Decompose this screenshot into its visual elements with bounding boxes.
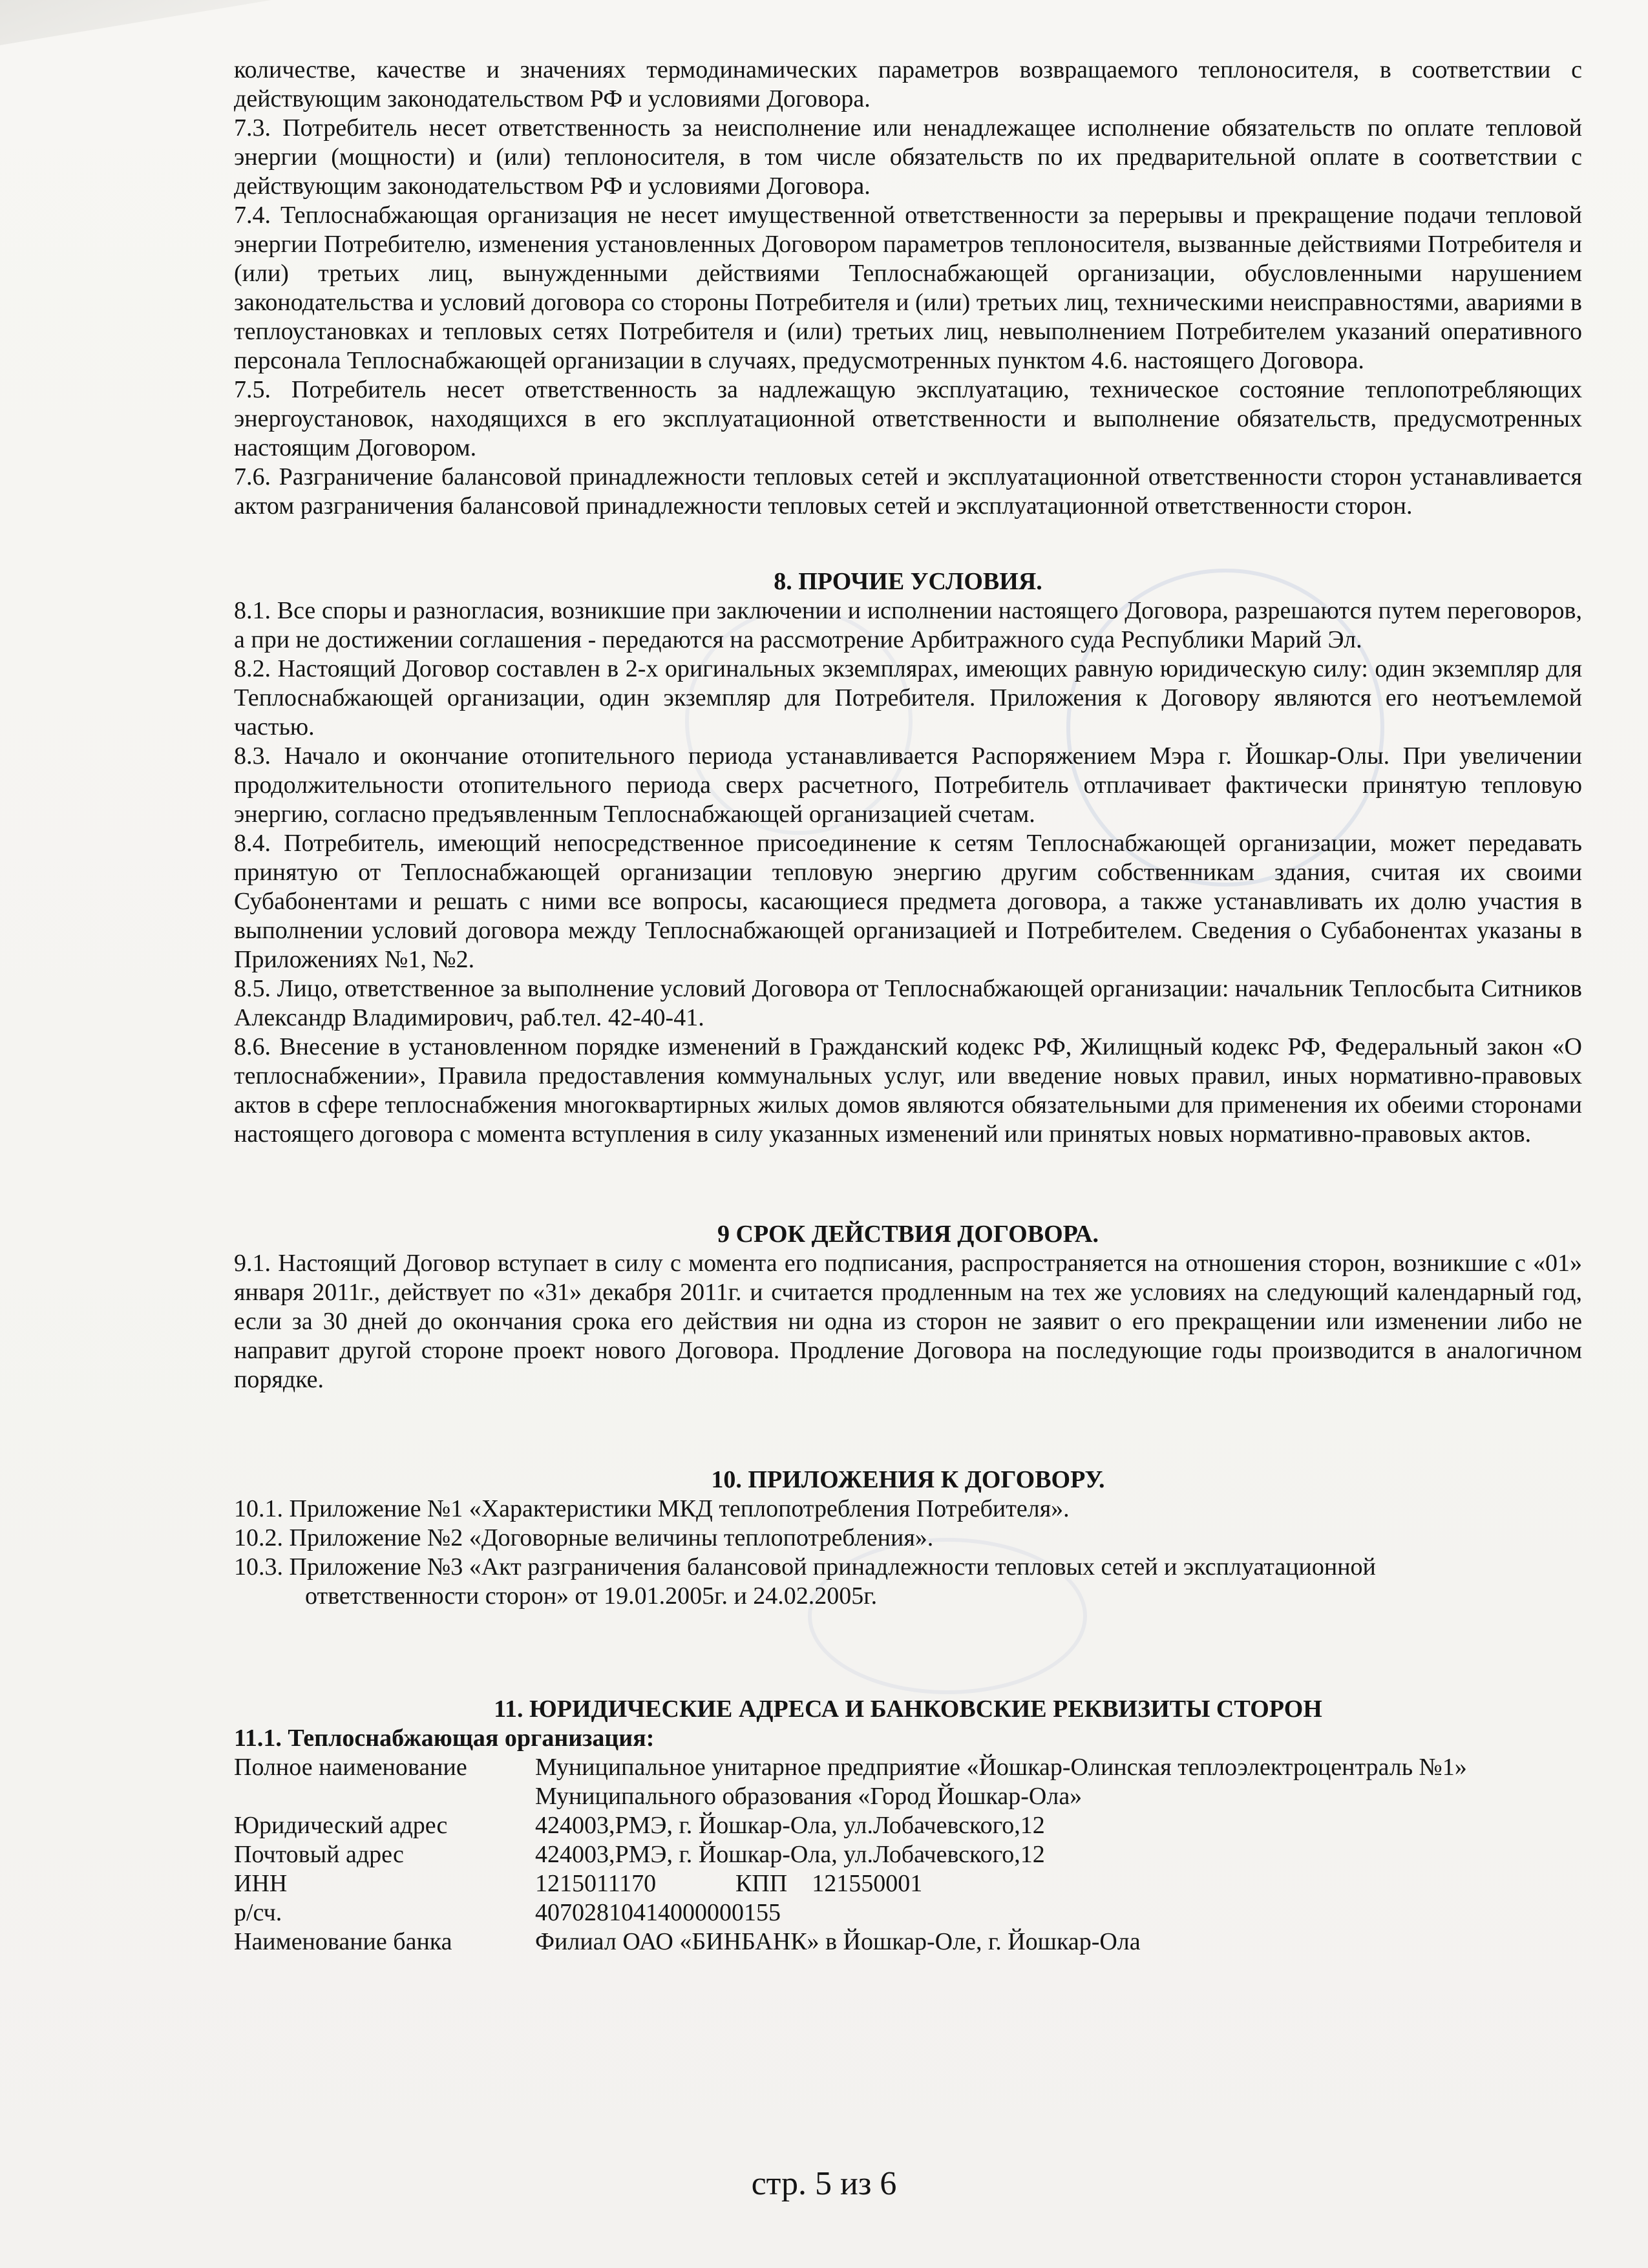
requisites-row xyxy=(234,1898,1582,1927)
supplier-heading: 11.1. Теплоснабжающая организация: xyxy=(234,1725,655,1752)
requisites-label: Наименование банка xyxy=(234,1928,452,1955)
section-11-title: 11. ЮРИДИЧЕСКИЕ АДРЕСА И БАНКОВСКИЕ РЕКВИЗИТЫ СТОРОН xyxy=(494,1696,1322,1723)
requisites-value: Филиал ОАО «БИНБАНК» в Йошкар-Оле, г. Йошкар-Ола xyxy=(535,1928,1141,1955)
paragraph-7-6: 7.6. Разграничение балансовой принадлежности тепловых сетей и эксплуатационной ответственности сторон устанавливается актом разграничения балансовой принадлежности тепловых сетей и эксплуатационной ответственности сторон. xyxy=(234,463,1582,520)
requisites-value: Муниципальное унитарное предприятие «Йошкар-Олинская теплоэлектроцентраль №1» xyxy=(535,1754,1467,1781)
paragraph-8-5: 8.5. Лицо, ответственное за выполнение условий Договора от Теплоснабжающей организации: начальник Теплосбыта Ситников Александр Владимирович, раб.тел. 42-40-41. xyxy=(234,975,1582,1031)
paragraph-8-6: 8.6. Внесение в установленном порядке изменений в Гражданский кодекс РФ, Жилищный кодекс РФ, Федеральный закон «О теплоснабжении», Правила предоставления коммунальных услуг, или введение новых правил, иных нормативно-правовых актов в сфере теплоснабжения многоквартирных жилых домов являются обязательными для применения их обеими сторонами настоящего договора с момента вступления в силу указанных изменений или принятых новых нормативно-правовых актов. xyxy=(234,1033,1582,1148)
appendix-item-2: 10.2. Приложение №2 «Договорные величины теплопотребления». xyxy=(234,1524,934,1551)
paragraph-7-4: 7.4. Теплоснабжающая организация не несет имущественной ответственности за перерывы и прекращение подачи тепловой энергии Потребителю, изменения установленных Договором параметров теплоносителя, вызванные действиями Потребителя и (или) третьих лиц, вынужденными действиями Теплоснабжающей организации, обусловленными нарушением законодательства и условий договора со стороны Потребителя и (или) третьих лиц, техническими неисправностями, авариями в теплоустановках и тепловых сетях Потребителя и (или) третьих лиц, невыполнением Потребителем указаний оперативного персонала Теплоснабжающей организации в случаях, предусмотренных пунктом 4.6. настоящего Договора. xyxy=(234,202,1582,374)
requisites-value: 40702810414000000155 xyxy=(535,1899,781,1926)
paragraph-8-1: 8.1. Все споры и разногласия, возникшие при заключении и исполнении настоящего Договора, разрешаются путем переговоров, а при не достижении соглашения - передаются на рассмотрение Арбитражного суда Республики Марий Эл. xyxy=(234,597,1582,653)
section-10-title: 10. ПРИЛОЖЕНИЯ К ДОГОВОРУ. xyxy=(711,1466,1105,1493)
requisites-label xyxy=(234,1782,535,1811)
appendix-item-1: 10.1. Приложение №1 «Характеристики МКД теплопотребления Потребителя». xyxy=(234,1495,1070,1522)
appendix-item-3: 10.3. Приложение №3 «Акт разграничения балансовой принадлежности тепловых сетей и эксплуатационной xyxy=(234,1553,1376,1580)
page-fold-corner xyxy=(0,0,271,45)
document-body xyxy=(234,56,1582,1957)
kpp-value: 121550001 xyxy=(812,1870,923,1897)
requisites-value: Муниципального образования «Город Йошкар-Ола» xyxy=(535,1783,1083,1810)
requisites-row xyxy=(234,1753,1582,1782)
requisites-row xyxy=(234,1811,1582,1840)
section-9-title: 9 СРОК ДЕЙСТВИЯ ДОГОВОРА. xyxy=(717,1221,1099,1248)
requisites-value: 424003,РМЭ, г. Йошкар-Ола, ул.Лобачевского,12 xyxy=(535,1841,1045,1868)
requisites-value: 424003,РМЭ, г. Йошкар-Ола, ул.Лобачевского,12 xyxy=(535,1812,1045,1839)
appendix-item-3-continued: ответственности сторон» от 19.01.2005г. и 24.02.2005г. xyxy=(305,1582,878,1610)
paragraph-8-2: 8.2. Настоящий Договор составлен в 2-х оригинальных экземплярах, имеющих равную юридическую силу: один экземпляр для Теплоснабжающей организации, один экземпляр для Потребителя. Приложения к Договору являются его неотъемлемой частью. xyxy=(234,655,1582,740)
paragraph-7-3: 7.3. Потребитель несет ответственность за неисполнение или ненадлежащее исполнение обязательств по оплате тепловой энергии (мощности) и (или) теплоносителя, в том числе обязательств по их предварительной оплате в соответствии с действующим законодательством РФ и условиями Договора. xyxy=(234,114,1582,200)
requisites-table xyxy=(234,1753,1582,1957)
kpp-label: КПП xyxy=(735,1870,788,1897)
inn-value: 1215011170 xyxy=(535,1870,657,1897)
requisites-label: р/сч. xyxy=(234,1899,282,1926)
requisites-row xyxy=(234,1840,1582,1869)
requisites-label: Почтовый адрес xyxy=(234,1841,404,1868)
section-8-title: 8. ПРОЧИЕ УСЛОВИЯ. xyxy=(774,568,1042,595)
inn-label: ИНН xyxy=(234,1870,288,1897)
paragraph: количестве, качестве и значениях термодинамических параметров возвращаемого теплоносителя, в соответствии с действующим законодательством РФ и условиями Договора. xyxy=(234,56,1582,112)
paragraph-9-1: 9.1. Настоящий Договор вступает в силу с момента его подписания, распространяется на отношения сторон, возникшие с «01» января 2011г., действует по «31» декабря 2011г. и считается продленным на тех же условиях на следующий календарный год, если за 30 дней до окончания срока его действия ни одна из сторон не заявит о его прекращении или изменении либо не направит другой стороне проект нового Договора. Продление Договора на последующие годы производится в аналогичном порядке. xyxy=(234,1250,1582,1393)
inn-kpp-values xyxy=(535,1869,1582,1898)
requisites-row-inn-kpp xyxy=(234,1869,1582,1898)
page-number: стр. 5 из 6 xyxy=(751,2165,897,2202)
requisites-row xyxy=(234,1782,1582,1811)
requisites-label: Юридический адрес xyxy=(234,1812,448,1839)
paragraph-8-3: 8.3. Начало и окончание отопительного периода устанавливается Распоряжением Мэра г. Йошкар-Олы. При увеличении продолжительности отопительного периода сверх расчетного, Потребитель отплачивает фактически принятую тепловую энергию, согласно предъявленным Теплоснабжающей организацией счетам. xyxy=(234,742,1582,828)
paragraph-7-5: 7.5. Потребитель несет ответственность за надлежащую эксплуатацию, техническое состояние теплопотребляющих энергоустановок, находящихся в его эксплуатационной ответственности и выполнение обязательств, предусмотренных настоящим Договором. xyxy=(234,376,1582,461)
paragraph-8-4: 8.4. Потребитель, имеющий непосредственное присоединение к сетям Теплоснабжающей организации, может передавать принятую от Теплоснабжающей организации тепловую энергию другим собственникам здания, считая их своими Субабонентами и решать с ними все вопросы, касающиеся предмета договора, а также устанавливать их долю участия в выполнении условий договора между Теплоснабжающей организацией и Потребителем. Сведения о Субабонентах указаны в Приложениях №1, №2. xyxy=(234,830,1582,973)
requisites-row xyxy=(234,1927,1582,1957)
requisites-label: Полное наименование xyxy=(234,1754,467,1781)
